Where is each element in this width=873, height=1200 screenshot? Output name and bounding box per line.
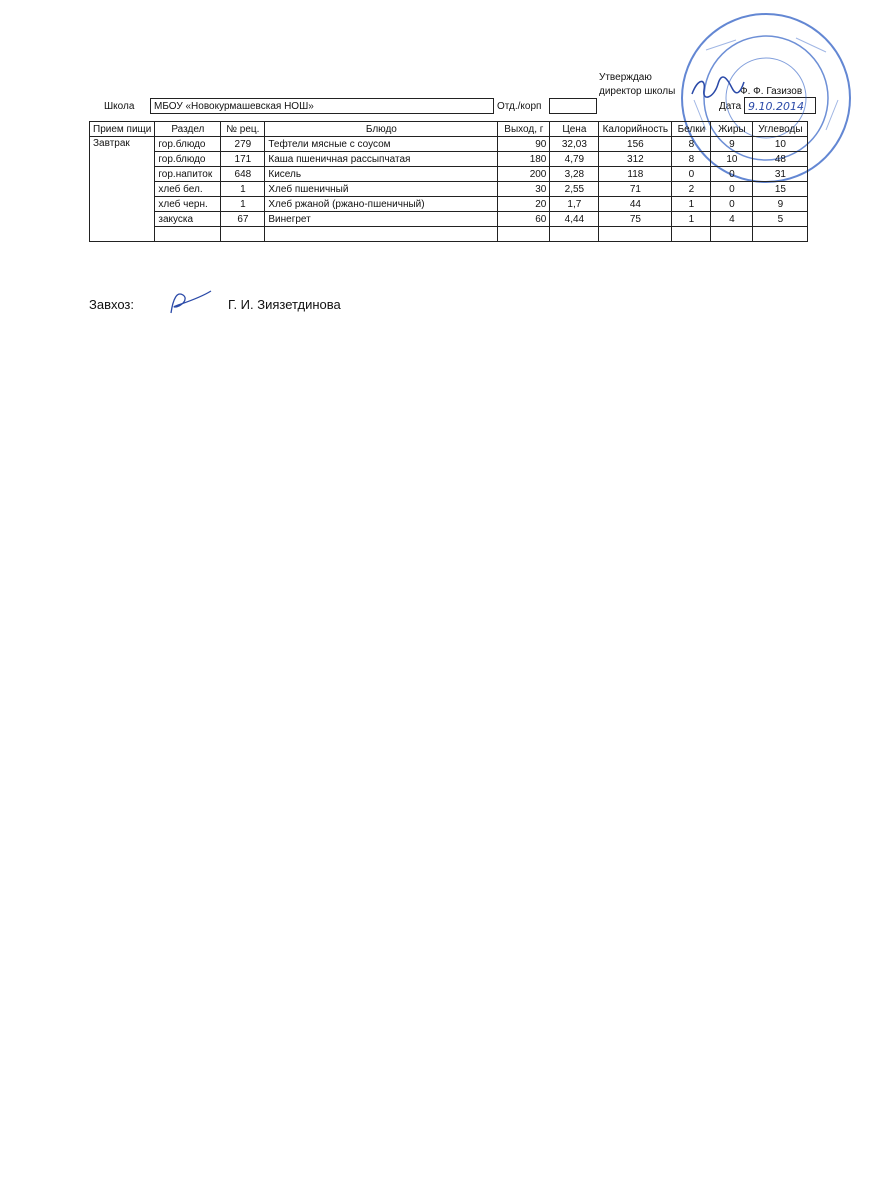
- section-cell: закуска: [155, 212, 221, 227]
- protein-cell: 0: [672, 167, 711, 182]
- director-signature: [688, 74, 748, 102]
- yield-cell: 20: [498, 197, 550, 212]
- school-label: Школа: [104, 101, 135, 112]
- empty-cell: [498, 227, 550, 242]
- protein-cell: 2: [672, 182, 711, 197]
- col-carbs: Углеводы: [753, 122, 808, 137]
- col-protein: Белки: [672, 122, 711, 137]
- dept-field: [549, 98, 597, 114]
- manager-signature: [165, 285, 215, 317]
- carbs-cell: 10: [753, 137, 808, 152]
- calories-cell: 44: [599, 197, 672, 212]
- carbs-cell: 5: [753, 212, 808, 227]
- yield-cell: 200: [498, 167, 550, 182]
- table-row: [90, 167, 808, 182]
- yield-cell: 30: [498, 182, 550, 197]
- price-cell: 4,44: [550, 212, 599, 227]
- dish-cell: Винегрет: [265, 212, 498, 227]
- empty-cell: [155, 227, 221, 242]
- footer-role-label: Завхоз:: [89, 297, 134, 312]
- empty-cell: [672, 227, 711, 242]
- section-cell: хлеб бел.: [155, 182, 221, 197]
- calories-cell: 118: [599, 167, 672, 182]
- footer-person-name: Г. И. Зиязетдинова: [228, 297, 341, 312]
- price-cell: 32,03: [550, 137, 599, 152]
- table-row: [90, 152, 808, 167]
- empty-cell: [221, 227, 265, 242]
- protein-cell: 1: [672, 197, 711, 212]
- empty-cell: [550, 227, 599, 242]
- table-row: [90, 212, 808, 227]
- calories-cell: 75: [599, 212, 672, 227]
- col-meal: Прием пищи: [90, 122, 155, 137]
- yield-cell: 90: [498, 137, 550, 152]
- dish-cell: Тефтели мясные с соусом: [265, 137, 498, 152]
- section-cell: хлеб черн.: [155, 197, 221, 212]
- school-field: МБОУ «Новокурмашевская НОШ»: [150, 98, 494, 114]
- col-calories: Калорийность: [599, 122, 672, 137]
- fat-cell: 0: [711, 197, 753, 212]
- calories-cell: 312: [599, 152, 672, 167]
- carbs-cell: 48: [753, 152, 808, 167]
- fat-cell: 10: [711, 152, 753, 167]
- col-fat: Жиры: [711, 122, 753, 137]
- recipe-cell: 67: [221, 212, 265, 227]
- protein-cell: 8: [672, 137, 711, 152]
- date-field: 9.10.2014: [744, 97, 816, 114]
- col-section: Раздел: [155, 122, 221, 137]
- dish-cell: Хлеб пшеничный: [265, 182, 498, 197]
- section-cell: гор.блюдо: [155, 152, 221, 167]
- carbs-cell: 15: [753, 182, 808, 197]
- carbs-cell: 31: [753, 167, 808, 182]
- price-cell: 2,55: [550, 182, 599, 197]
- fat-cell: 0: [711, 182, 753, 197]
- approve-label: Утверждаю: [599, 72, 652, 83]
- carbs-cell: 9: [753, 197, 808, 212]
- col-dish: Блюдо: [265, 122, 498, 137]
- empty-cell: [599, 227, 672, 242]
- protein-cell: 8: [672, 152, 711, 167]
- date-label: Дата: [719, 101, 742, 112]
- recipe-cell: 1: [221, 182, 265, 197]
- protein-cell: 1: [672, 212, 711, 227]
- recipe-cell: 171: [221, 152, 265, 167]
- director-name: Ф. Ф. Газизов: [740, 86, 803, 97]
- recipe-cell: 279: [221, 137, 265, 152]
- section-cell: гор.напиток: [155, 167, 221, 182]
- dept-label: Отд./корп: [497, 101, 542, 112]
- table-row: [90, 137, 808, 152]
- calories-cell: 71: [599, 182, 672, 197]
- empty-cell: [753, 227, 808, 242]
- dish-cell: Кисель: [265, 167, 498, 182]
- col-recipe: № рец.: [221, 122, 265, 137]
- dish-cell: Хлеб ржаной (ржано-пшеничный): [265, 197, 498, 212]
- dish-cell: Каша пшеничная рассыпчатая: [265, 152, 498, 167]
- yield-cell: 60: [498, 212, 550, 227]
- table-row: [90, 197, 808, 212]
- table-row-empty: [90, 227, 808, 242]
- fat-cell: 4: [711, 212, 753, 227]
- col-yield: Выход, г: [498, 122, 550, 137]
- recipe-cell: 648: [221, 167, 265, 182]
- fat-cell: 9: [711, 137, 753, 152]
- yield-cell: 180: [498, 152, 550, 167]
- price-cell: 3,28: [550, 167, 599, 182]
- table-row: [90, 182, 808, 197]
- price-cell: 1,7: [550, 197, 599, 212]
- director-label: директор школы: [599, 86, 676, 97]
- fat-cell: 0: [711, 167, 753, 182]
- section-cell: гор.блюдо: [155, 137, 221, 152]
- empty-cell: [265, 227, 498, 242]
- col-price: Цена: [550, 122, 599, 137]
- menu-table: [89, 121, 808, 242]
- meal-cell: Завтрак: [90, 137, 155, 242]
- price-cell: 4,79: [550, 152, 599, 167]
- recipe-cell: 1: [221, 197, 265, 212]
- calories-cell: 156: [599, 137, 672, 152]
- table-header-row: [90, 122, 808, 137]
- empty-cell: [711, 227, 753, 242]
